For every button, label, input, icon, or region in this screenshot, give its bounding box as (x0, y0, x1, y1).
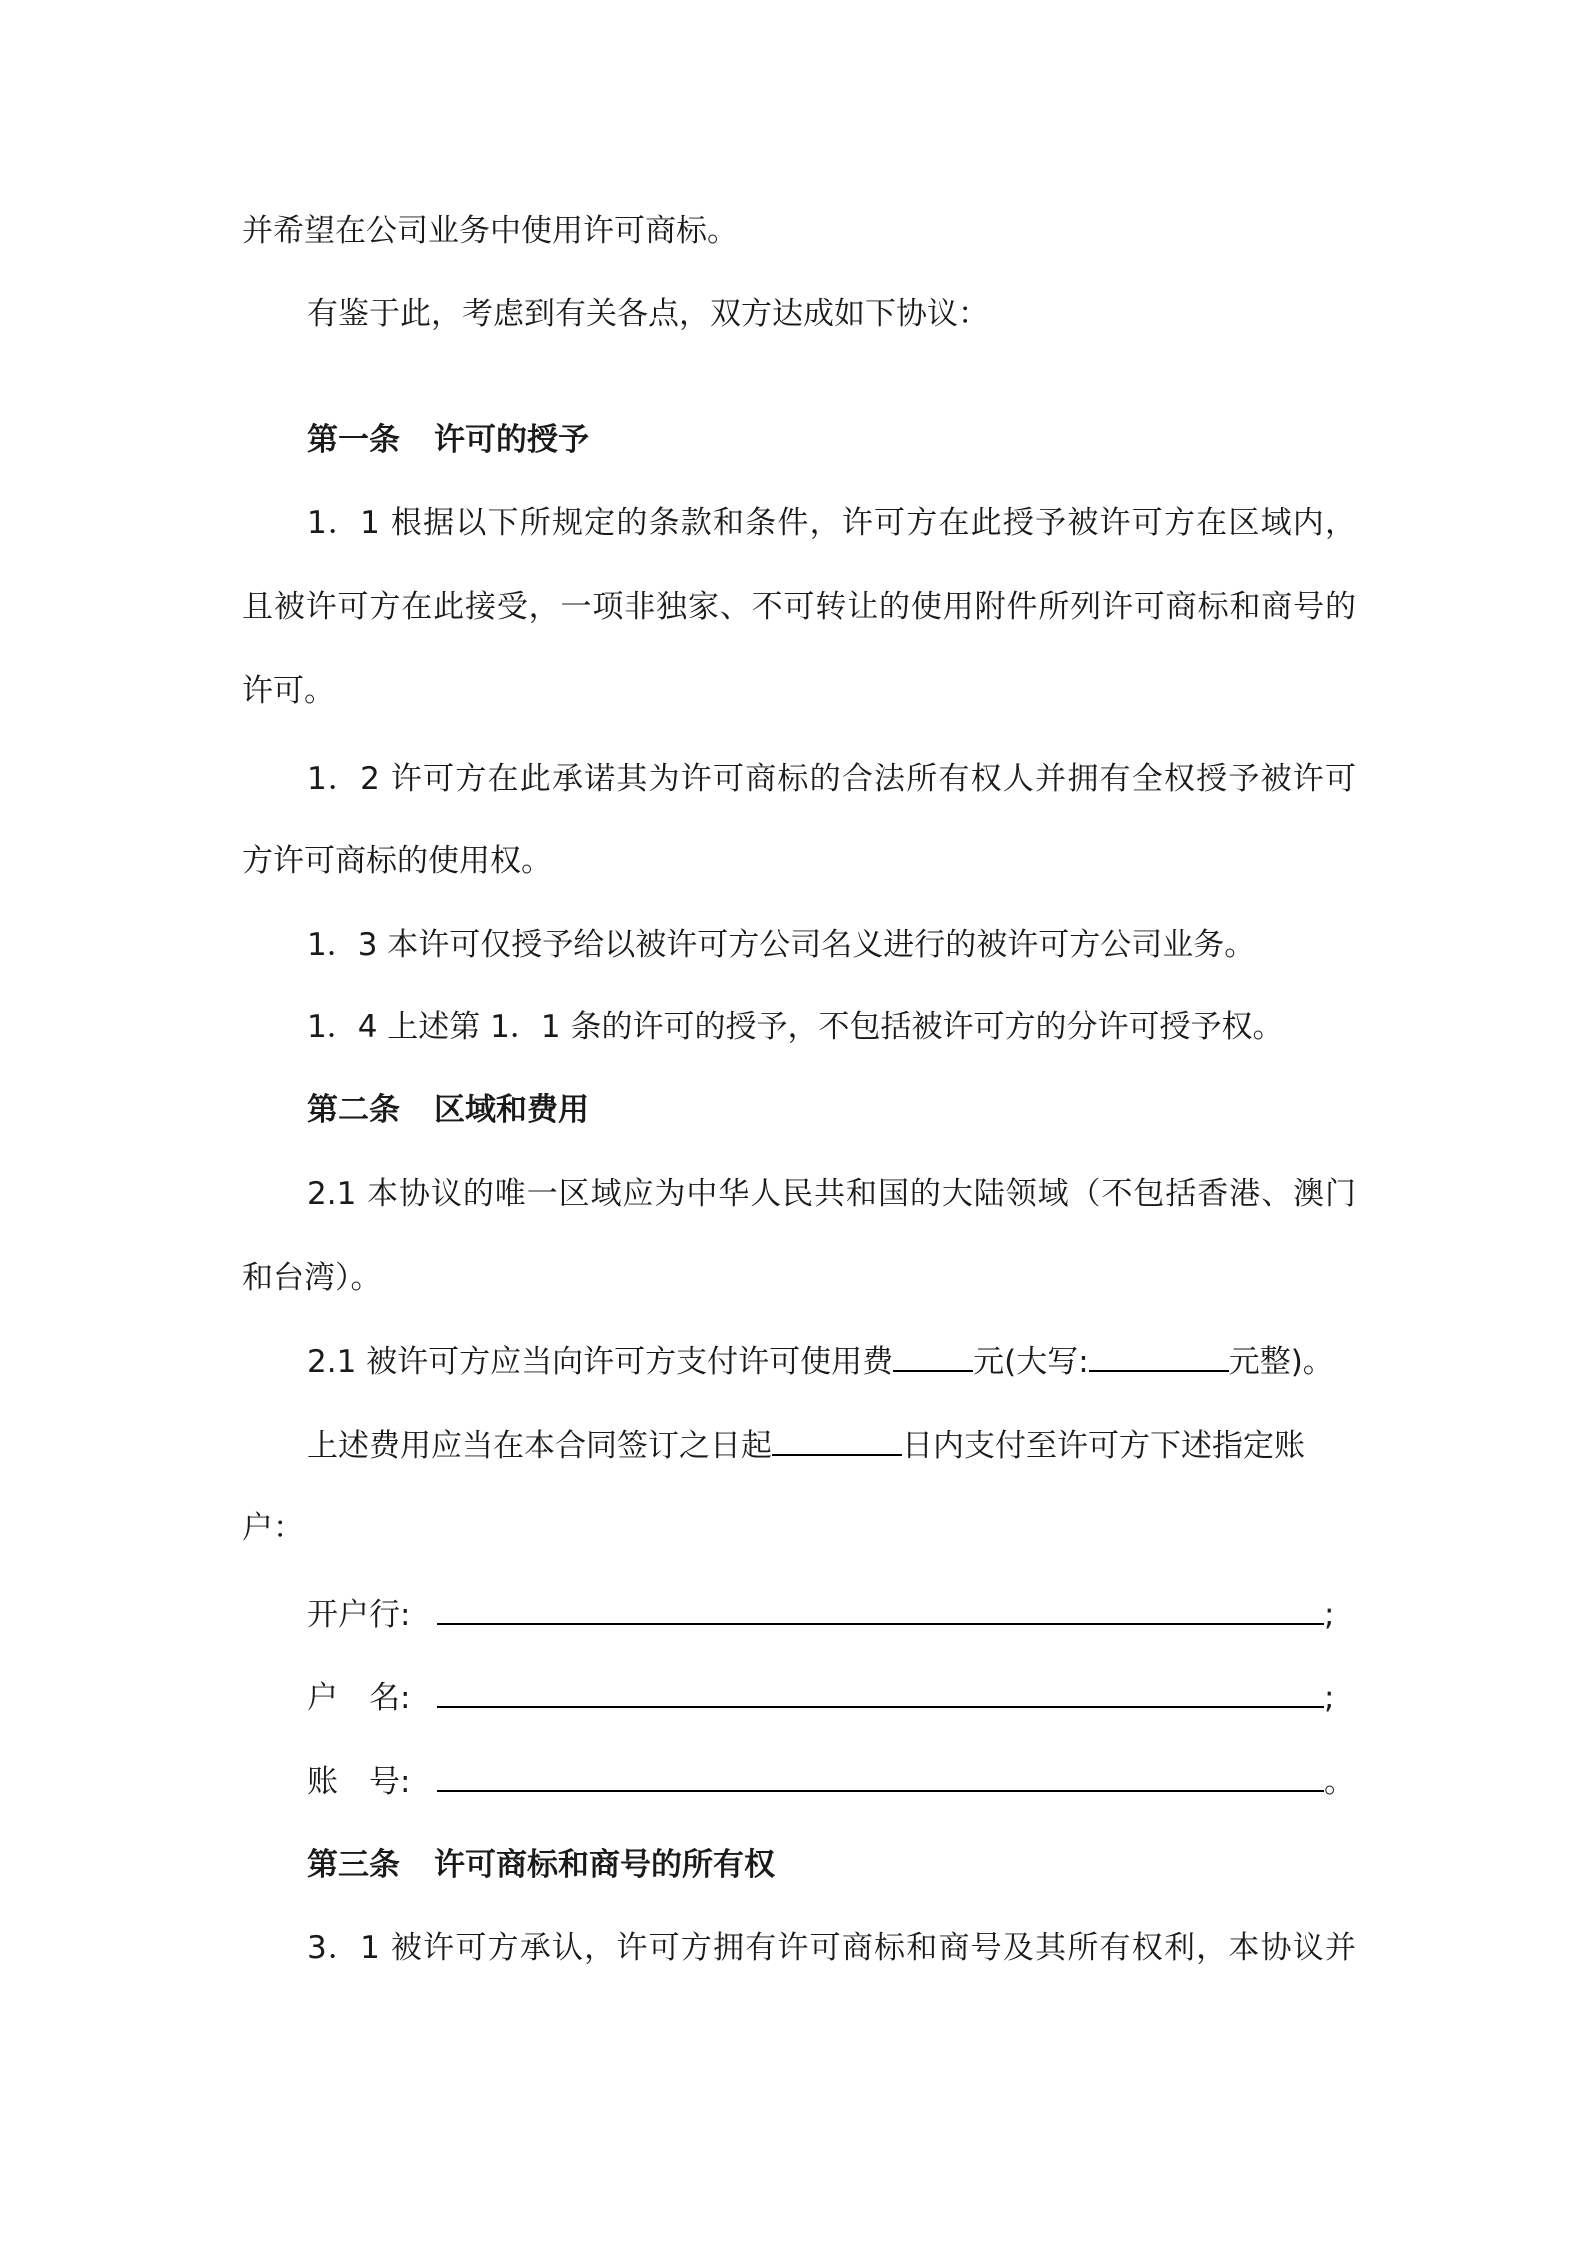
clause-1-1-line1: 1．1 根据以下所规定的条款和条件，许可方在此授予被许可方在区域内， (307, 505, 1356, 541)
payment-text-1: 上述费用应当在本合同签订之日起 (307, 1428, 772, 1464)
whereas-line: 有鉴于此，考虑到有关各点，双方达成如下协议： (307, 296, 989, 332)
bank-row (307, 1593, 1334, 1635)
payment-line2: 户： (242, 1510, 304, 1546)
intro-line: 并希望在公司业务中使用许可商标。 (242, 213, 738, 249)
article2-title: 区域和费用 (434, 1092, 589, 1128)
account-name-row (307, 1676, 1334, 1718)
fee-uppercase-blank (1089, 1340, 1229, 1372)
clause-2-1-region-line1: 2.1 本协议的唯一区域应为中华人民共和国的大陆领域（不包括香港、澳门 (307, 1176, 1356, 1212)
account-name-label: 户 名: (307, 1680, 411, 1716)
fee-amount-blank (893, 1340, 973, 1372)
payment-days-blank (772, 1424, 902, 1456)
account-number-label: 账 号: (307, 1764, 411, 1800)
article1-heading (307, 419, 589, 461)
clause-3-1-line1: 3．1 被许可方承认，许可方拥有许可商标和商号及其所有权利，本协议并 (307, 1930, 1356, 1966)
account-number-row (307, 1760, 1355, 1802)
article3-title: 许可商标和商号的所有权 (434, 1847, 775, 1883)
fee-text-1: 2.1 被许可方应当向许可方支付许可使用费 (307, 1344, 894, 1380)
fee-text-3: 元整)。 (1228, 1344, 1334, 1380)
fee-text-2: 元(大写: (973, 1344, 1089, 1380)
clause-1-3: 1．3 本许可仅授予给以被许可方公司名义进行的被许可方公司业务。 (307, 927, 1256, 963)
clause-2-1-region-line2: 和台湾）。 (242, 1260, 382, 1296)
bank-end: ; (1324, 1597, 1335, 1633)
clause-1-2-line1: 1．2 许可方在此承诺其为许可商标的合法所有权人并拥有全权授予被许可 (307, 761, 1356, 797)
account-number-blank (437, 1760, 1324, 1792)
account-name-blank (437, 1676, 1324, 1708)
payment-text-2: 日内支付至许可方下述指定账 (902, 1428, 1305, 1464)
bank-label: 开户行: (307, 1597, 411, 1633)
clause-1-1-line3: 许可。 (242, 673, 335, 709)
payment-line1 (307, 1424, 1305, 1466)
clause-1-1-line2: 且被许可方在此接受，一项非独家、不可转让的使用附件所列许可商标和商号的 (242, 589, 1356, 625)
clause-2-1-fee (307, 1340, 1334, 1382)
article1-number: 第一条 (307, 422, 400, 458)
account-name-end: ; (1324, 1680, 1335, 1716)
article1-title: 许可的授予 (434, 422, 589, 458)
clause-1-4: 1．4 上述第 1．1 条的许可的授予，不包括被许可方的分许可授予权。 (307, 1009, 1284, 1045)
clause-1-2-line2: 方许可商标的使用权。 (242, 843, 552, 879)
article3-heading (307, 1844, 775, 1886)
account-number-end: 。 (1324, 1764, 1355, 1800)
article3-number: 第三条 (307, 1847, 400, 1883)
bank-blank (437, 1593, 1324, 1625)
article2-number: 第二条 (307, 1092, 400, 1128)
article2-heading (307, 1089, 589, 1131)
